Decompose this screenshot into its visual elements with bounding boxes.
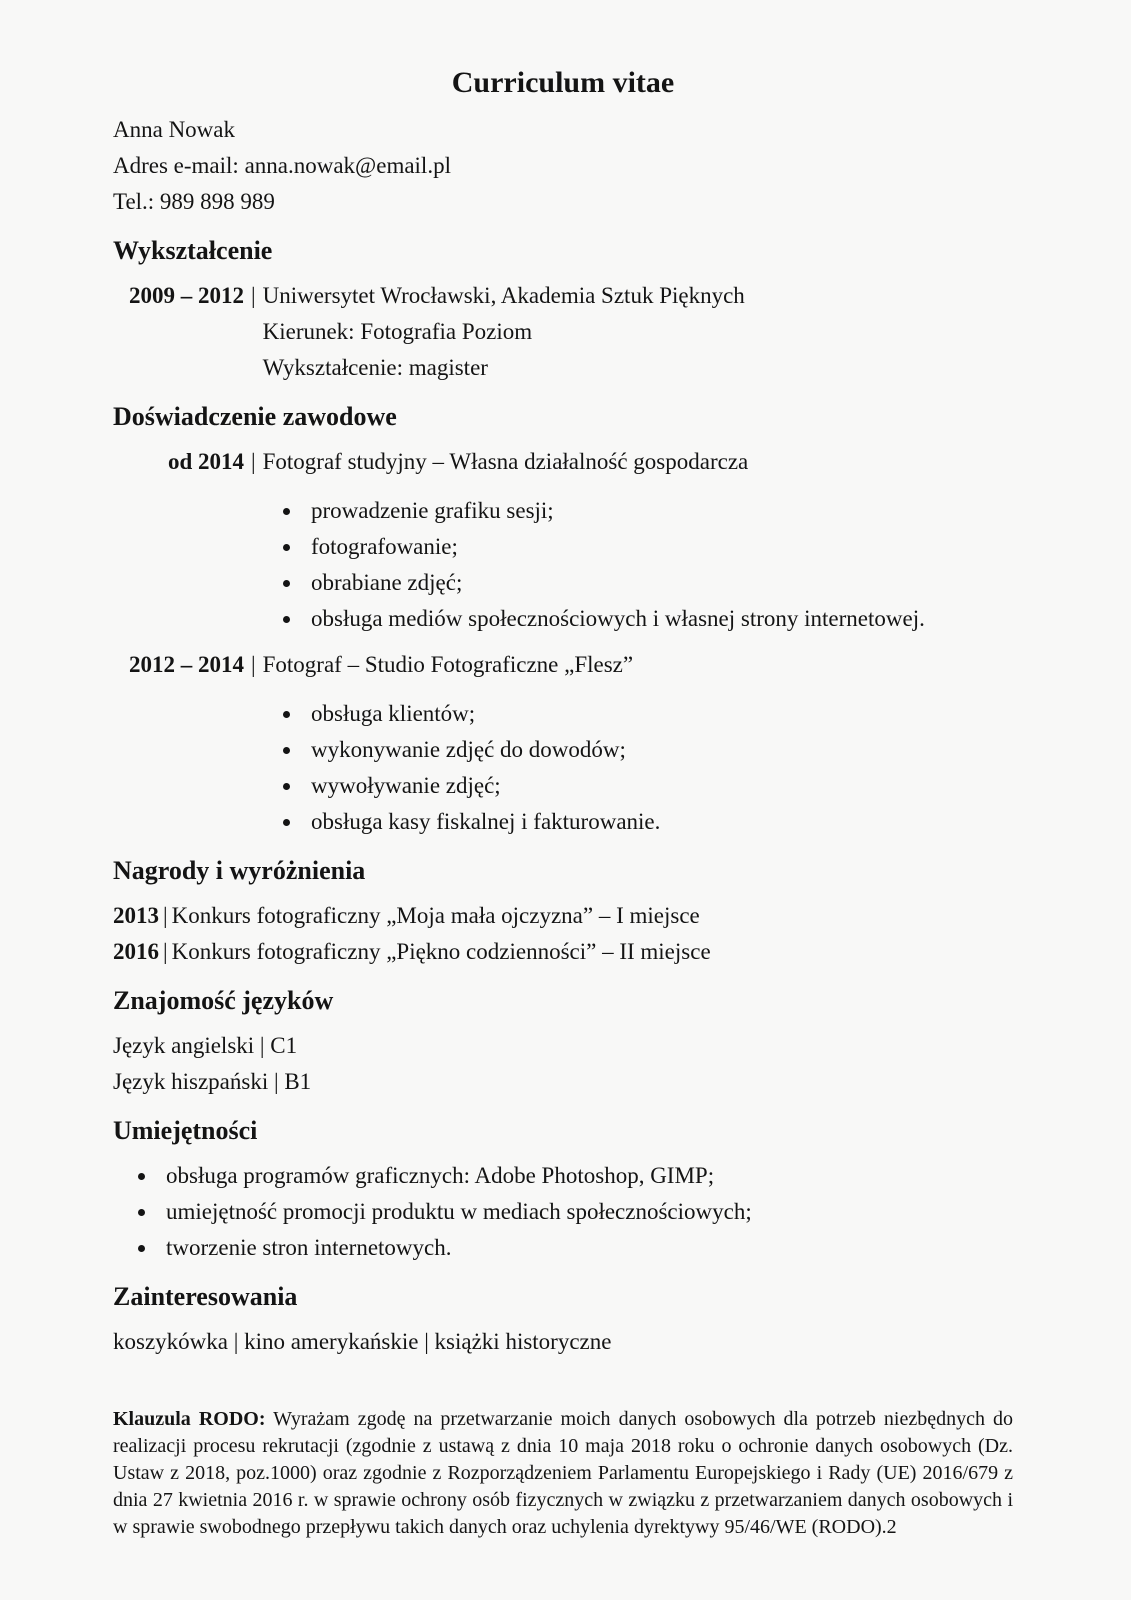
list-item: • obsługa klientów; — [303, 696, 1013, 732]
section-heading-languages: Znajomość języków — [113, 986, 334, 1015]
list-item: • umiejętność promocji produktu w mediach społecznościowych; — [158, 1194, 1013, 1230]
education-details — [263, 278, 1013, 386]
job-entry — [113, 647, 1013, 683]
list-item: • prowadzenie grafiku sesji; — [303, 493, 1013, 529]
section-heading-education: Wykształcenie — [113, 236, 273, 265]
contact-phone: Tel.: 989 898 989 — [113, 189, 275, 214]
award-item — [113, 898, 1013, 934]
award-text: Konkurs fotograficzny „Piękno codzienności” – II miejsce — [171, 939, 711, 964]
rodo-label: Klauzula RODO: — [113, 1408, 266, 1430]
award-separator: | — [163, 903, 168, 928]
rodo-clause — [113, 1406, 1013, 1541]
job-separator: | — [251, 449, 256, 474]
education-separator: | — [251, 283, 256, 308]
list-item: • wywoływanie zdjęć; — [303, 768, 1013, 804]
education-date: 2009 – 2012 — [129, 283, 244, 308]
award-year: 2013 — [113, 903, 159, 928]
list-item: • obsługa programów graficznych: Adobe Photoshop, GIMP; — [158, 1158, 1013, 1194]
interests-text: koszykówka | kino amerykańskie | książki historyczne — [113, 1329, 612, 1354]
education-entry — [113, 278, 1013, 386]
job-duties-list — [113, 696, 1013, 840]
award-year: 2016 — [113, 939, 159, 964]
section-heading-awards: Nagrody i wyróżnienia — [113, 856, 366, 885]
job-title: Fotograf studyjny – Własna działalność gospodarcza — [262, 449, 749, 474]
contact-email: Adres e-mail: anna.nowak@email.pl — [113, 153, 451, 178]
page-title: Curriculum vitae — [451, 66, 675, 99]
education-field: Kierunek: Fotografia Poziom — [262, 319, 533, 344]
list-item: • fotografowanie; — [303, 529, 1013, 565]
rodo-text: Wyrażam zgodę na przetwarzanie moich danych osobowych dla potrzeb niezbędnych do realizacji procesu rekrutacji (zgodnie z ustawą z dnia 10 maja 2018 roku o ochronie danych osobowych (Dz. Ustaw z 2018, poz.1000) oraz zgodnie z Rozporządzeniem Parlamentu Europejskiego i Rady (UE) 2016/679 z dnia 27 kwietnia 2016 r. w sprawie ochrony osób fizycznych w związku z przetwarzaniem danych osobowych i w sprawie swobodnego przepływu takich danych oraz uchylenia dyrektywy 95/46/WE (RODO).2 — [113, 1408, 1014, 1538]
award-item — [113, 934, 1013, 970]
skills-list — [113, 1158, 1013, 1266]
education-degree: Wykształcenie: magister — [262, 355, 488, 380]
list-item: • obrabiane zdjęć; — [303, 565, 1013, 601]
list-item: • tworzenie stron internetowych. — [158, 1230, 1013, 1266]
job-date: od 2014 — [167, 449, 244, 474]
contact-block — [113, 112, 1013, 220]
section-heading-experience: Doświadczenie zawodowe — [113, 402, 397, 431]
list-item: • obsługa kasy fiskalnej i fakturowanie. — [303, 804, 1013, 840]
education-school: Uniwersytet Wrocławski, Akademia Sztuk Pięknych — [262, 283, 745, 308]
job-separator: | — [251, 652, 256, 677]
contact-name: Anna Nowak — [113, 117, 235, 142]
section-heading-skills: Umiejętności — [113, 1116, 258, 1145]
job-title: Fotograf – Studio Fotograficzne „Flesz” — [262, 652, 634, 677]
job-entry — [113, 444, 1013, 480]
list-item: • wykonywanie zdjęć do dowodów; — [303, 732, 1013, 768]
award-separator: | — [163, 939, 168, 964]
job-duties-list — [113, 493, 1013, 637]
section-heading-interests: Zainteresowania — [113, 1282, 298, 1311]
language-item: Język angielski | C1 — [113, 1033, 298, 1058]
language-item: Język hiszpański | B1 — [113, 1069, 312, 1094]
award-text: Konkurs fotograficzny „Moja mała ojczyzna” – I miejsce — [171, 903, 700, 928]
job-date: 2012 – 2014 — [129, 652, 244, 677]
list-item: • obsługa mediów społecznościowych i własnej strony internetowej. — [303, 601, 1013, 637]
